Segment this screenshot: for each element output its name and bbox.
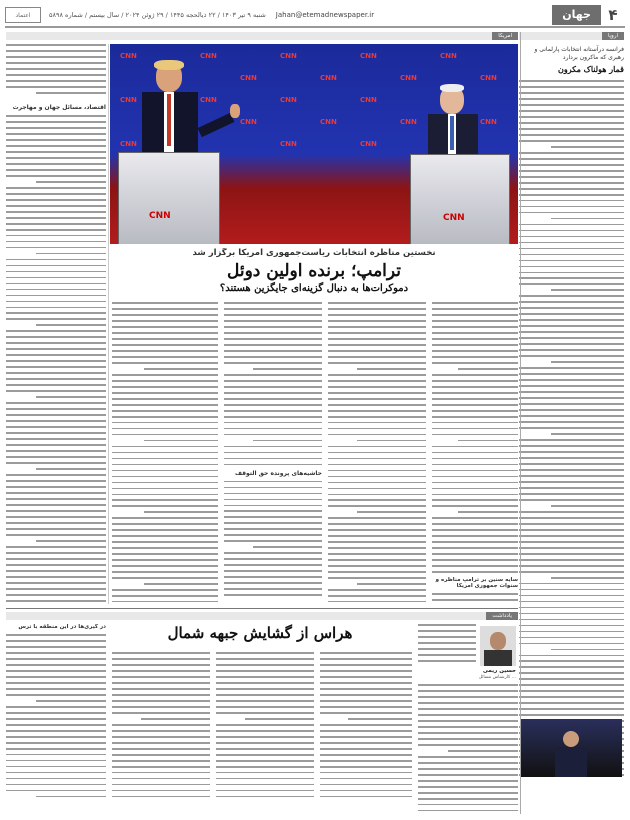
debate-photo: CNN CNN CNN CNN CNN CNN CNN CNN CNN CNN CNN CNN CNN CNN CNN CNN CNN CNN CNN CNN CNN CNN bbox=[110, 44, 518, 244]
bottom-tagbar bbox=[6, 612, 518, 621]
feature-kicker: نخستین مناظره انتخابات ریاست‌جمهوری امریکا برگزار شد bbox=[192, 248, 436, 258]
date-line: شنبه ۹ تیر ۱۴۰۳ / ۲۲ ذیالحجه ۱۴۴۵ / ۲۹ ژوئن ۲۰۲۴ / سال بیستم / شماره ۵۸۹۸ bbox=[49, 11, 266, 19]
europe-body-text bbox=[519, 80, 624, 740]
left-column-top bbox=[6, 44, 106, 604]
feature-body-col-3 bbox=[224, 302, 322, 602]
feature-body-col-2 bbox=[328, 302, 426, 602]
page-number: ۴ bbox=[608, 6, 618, 24]
section-email[interactable]: Jahan@etemadnewspaper.ir bbox=[275, 11, 375, 19]
newspaper-logo: اعتماد bbox=[5, 7, 41, 23]
podium-left: CNN bbox=[118, 152, 220, 244]
subheading-age: سایه سنین بر ترامپ مناظره و سنوات جمهوری امریکا bbox=[435, 577, 518, 590]
bottom-body-col-1 bbox=[320, 652, 412, 814]
column-rule bbox=[108, 44, 109, 604]
subheading-margins: حاشیه‌های پرونده حق التوقف bbox=[234, 469, 322, 477]
bottom-body-col-2 bbox=[216, 652, 314, 814]
column-rule bbox=[520, 32, 521, 814]
feature-body-col-1 bbox=[432, 302, 518, 602]
bottom-headline-block bbox=[110, 624, 410, 648]
europe-headline: قمار هولناک مکرون bbox=[558, 64, 624, 74]
feature-tagbar bbox=[6, 32, 518, 41]
europe-article bbox=[519, 32, 624, 777]
feature-headline: ترامپ؛ برنده اولین دوئل bbox=[226, 261, 402, 281]
section-tag-note: یادداشت bbox=[486, 612, 518, 620]
bottom-headline: هراس از گشایش جبهه شمال bbox=[167, 624, 353, 642]
author-box bbox=[418, 624, 518, 814]
section-tag-america: امریکا bbox=[492, 32, 518, 40]
section-tag-europe: اروپا bbox=[519, 32, 624, 40]
author-role: کارشناس مسائل ... bbox=[478, 675, 516, 680]
author-name: حسین ریمی bbox=[482, 668, 516, 674]
subheading-economy: اقتصاد، مسائل جهان و مهاجرت bbox=[12, 104, 106, 111]
section-label: جهان bbox=[552, 5, 601, 25]
feature-subhead: دموکرات‌ها به دنبال گزینه‌ای جایگزین هستند؟ bbox=[219, 283, 409, 294]
bottom-body-col-3 bbox=[112, 652, 210, 814]
bottom-left-heading: در گیری‌ها در این منطقه با ترس bbox=[18, 624, 106, 630]
author-photo bbox=[480, 626, 516, 666]
europe-kicker: فرانسه درآستانه انتخابات پارلمانی و رهبری که ماکرون بردارد bbox=[534, 46, 624, 61]
macron-photo bbox=[521, 719, 622, 777]
podium-right: CNN bbox=[410, 154, 510, 244]
feature-body-col-4 bbox=[112, 302, 218, 602]
page-header bbox=[5, 4, 625, 28]
section-divider bbox=[6, 608, 518, 609]
bottom-left-column bbox=[6, 624, 106, 814]
feature-headline-block bbox=[110, 248, 518, 298]
